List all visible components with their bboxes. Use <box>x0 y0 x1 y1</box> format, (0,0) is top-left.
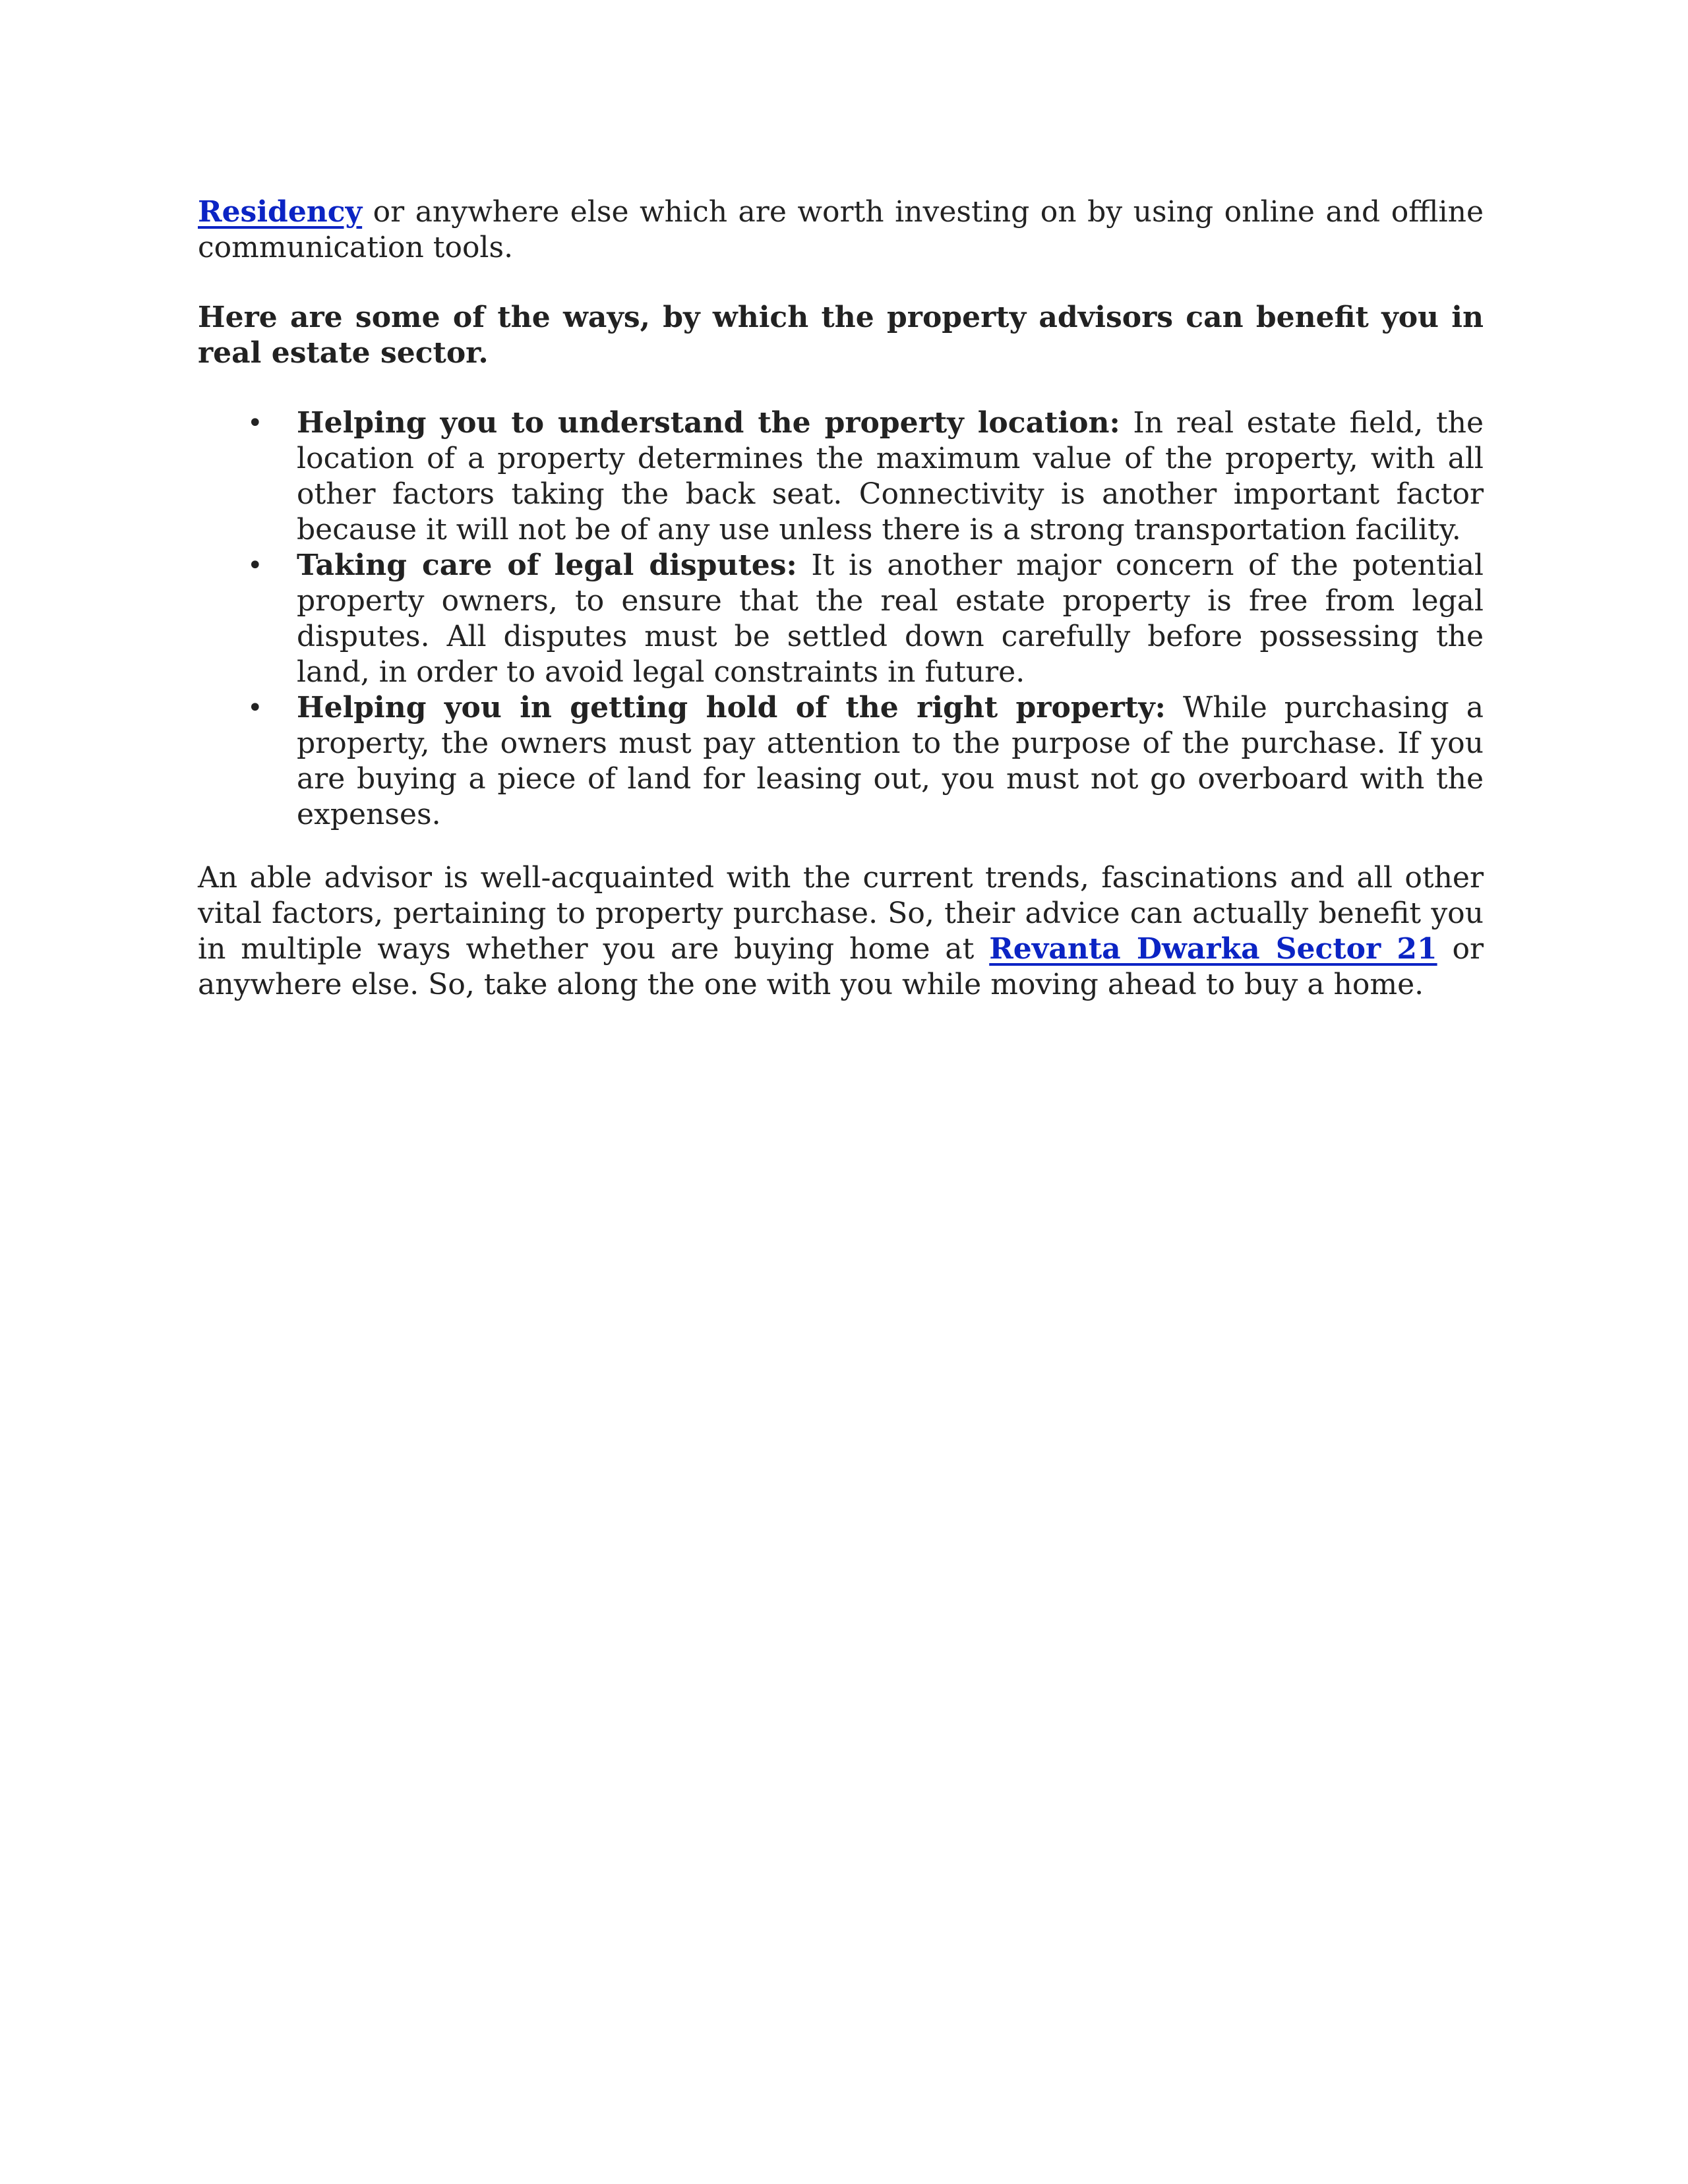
list-item-location <box>247 405 1484 548</box>
list-item-text: While purchasing a property, the owners must pay attention to the purpose of the purchase. If you are buying a piece of land for leasing out, you must not go overboard with the expenses. <box>297 691 1484 831</box>
revanta-dwarka-link[interactable]: Revanta Dwarka Sector 21 <box>989 932 1437 966</box>
bullet-icon: • <box>247 408 263 438</box>
list-item-legal <box>247 548 1484 690</box>
bullet-icon: • <box>247 550 263 581</box>
list-item-lead: Helping you to understand the property location: <box>297 406 1120 440</box>
list-item-lead: Taking care of legal disputes: <box>297 548 797 582</box>
list-item-text: It is another major concern of the potential property owners, to ensure that the real estate property is free from legal disputes. All disputes must be settled down carefully before possessing the land, in order to avoid legal constraints in future. <box>297 548 1484 689</box>
intro-paragraph <box>198 194 1484 266</box>
closing-text-end: or anywhere else. So, take along the one with you while moving ahead to buy a home. <box>198 932 1484 1001</box>
list-item-lead: Helping you in getting hold of the right property: <box>297 691 1166 724</box>
document-page <box>198 194 1484 1003</box>
list-item-right-property <box>247 690 1484 833</box>
section-heading: Here are some of the ways, by which the property advisors can benefit you in real estate sector. <box>198 301 1484 370</box>
benefits-list <box>198 405 1484 833</box>
closing-paragraph <box>198 860 1484 1003</box>
closing-text-start: An able advisor is well-acquainted with the current trends, fascinations and all other vital factors, pertaining to property purchase. So, their advice can actually benefit you in multiple ways whether you are buying home at <box>198 861 1484 966</box>
list-item-text: In real estate field, the location of a property determines the maximum value of the property, with all other factors taking the back seat. Connectivity is another important factor because it will not be of any use unless there is a strong transportation facility. <box>297 406 1484 546</box>
intro-text: or anywhere else which are worth investing on by using online and offline communication tools. <box>198 195 1484 264</box>
residency-link[interactable]: Residency <box>198 195 363 229</box>
bullet-icon: • <box>247 693 263 723</box>
